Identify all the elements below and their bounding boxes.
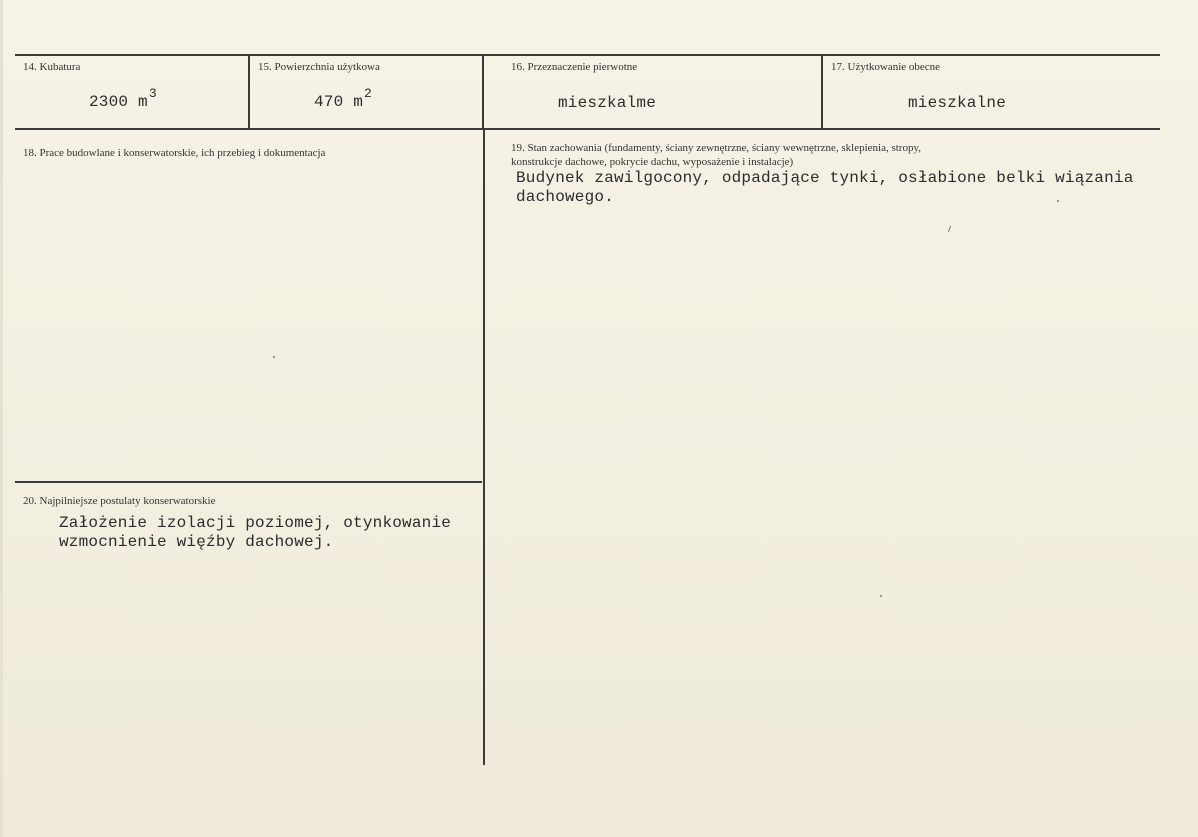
field-14-value-text: 2300 m — [89, 93, 148, 111]
row-divider — [15, 128, 1160, 130]
field-15-value — [314, 86, 373, 113]
paper-speck — [273, 356, 275, 358]
field-19-label-line2: konstrukcje dachowe, pokrycie dachu, wyposażenie i instalacje) — [511, 156, 794, 168]
field-17-value: mieszkalne — [908, 94, 1007, 112]
field-19-label-line1: 19. Stan zachowania (fundamenty, ściany zewnętrzne, ściany wewnętrzne, sklepienia, stropy, — [511, 142, 922, 154]
field-17-label: 17. Użytkowanie obecne — [831, 61, 941, 73]
field-15-unit-exponent: 2 — [364, 86, 373, 101]
paper-speck — [948, 226, 951, 232]
field-20-label: 20. Najpilniejsze postulaty konserwatorskie — [23, 495, 216, 507]
field-14-unit-exponent: 3 — [148, 86, 157, 101]
main-column-divider — [483, 130, 485, 765]
field-18-label: 18. Prace budowlane i konserwatorskie, ich przebieg i dokumentacja — [23, 147, 326, 159]
field-19-text-line1: Budynek zawilgocony, odpadające tynki, osłabione belki wiązania — [516, 169, 1134, 187]
field-16-value: mieszkalme — [558, 94, 657, 112]
paper-speck — [1057, 200, 1059, 202]
field-15-value-text: 470 m — [314, 93, 364, 111]
field-20-text-line1: Założenie izolacji poziomej, otynkowanie — [59, 514, 452, 532]
paper-speck — [880, 595, 882, 597]
col-divider-14-15 — [248, 55, 250, 128]
field-16-label: 16. Przeznaczenie pierwotne — [511, 61, 638, 73]
left-column-divider — [15, 481, 482, 483]
col-divider-16-17 — [821, 55, 823, 128]
field-20-text-line2: wzmocnienie więźby dachowej. — [59, 533, 334, 551]
field-19-text-line2: dachowego. — [516, 188, 615, 206]
col-divider-15-16 — [482, 55, 484, 128]
top-rule — [15, 54, 1160, 56]
field-14-label: 14. Kubatura — [23, 61, 81, 73]
field-14-value — [89, 86, 157, 113]
field-15-label: 15. Powierzchnia użytkowa — [258, 61, 380, 73]
